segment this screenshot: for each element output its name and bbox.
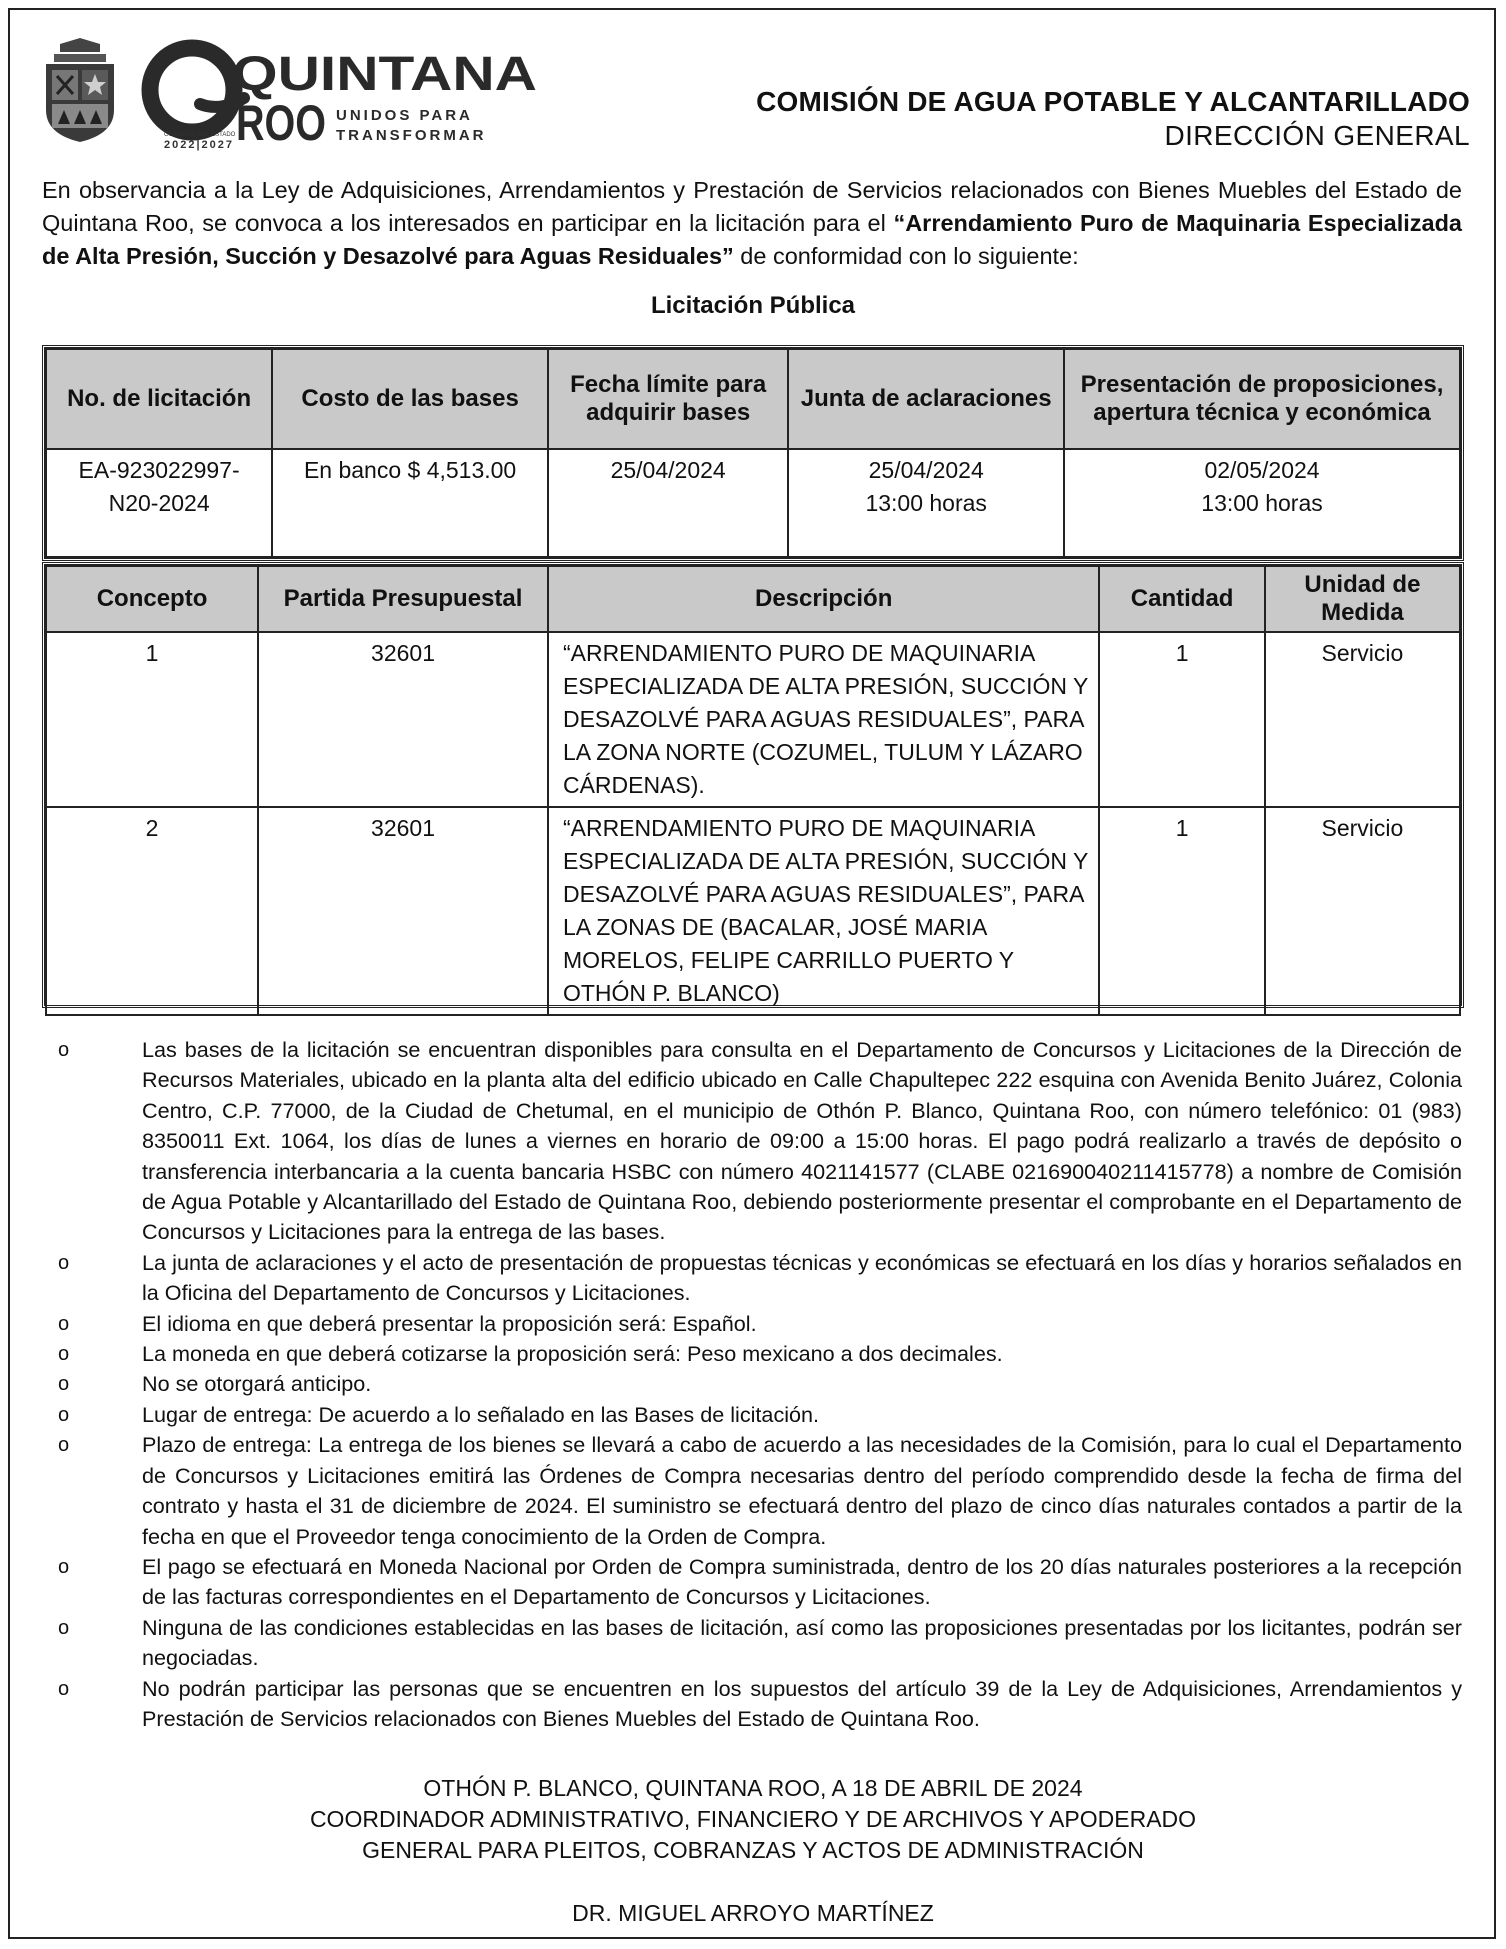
bullet-marker: o (58, 1312, 70, 1335)
bullet-marker: o (58, 1434, 70, 1457)
bullet-marker: o (58, 1616, 70, 1639)
list-item-text: Lugar de entrega: De acuerdo a lo señalado en las Bases de licitación. (142, 1401, 820, 1427)
logo-word-roo: ROO (236, 95, 326, 151)
header (40, 30, 1470, 165)
list-item (42, 1369, 1462, 1399)
bullet-marker: o (58, 1039, 70, 1061)
cell-junta-aclaraciones (788, 449, 1064, 557)
cell-fecha-limite: 25/04/2024 (548, 449, 788, 557)
bullet-marker: o (58, 1343, 70, 1366)
cell-costo-bases: En banco $ 4,513.00 (272, 449, 548, 557)
list-item (42, 1400, 1462, 1430)
list-item (42, 1248, 1462, 1309)
presentacion-hora: 13:00 horas (1201, 490, 1323, 516)
state-seal-icon (40, 38, 120, 143)
list-item-text: El idioma en que deberá presentar la proposición será: Español. (142, 1310, 757, 1336)
table-row (46, 632, 1460, 807)
header-unidad: Unidad de Medida (1265, 566, 1460, 632)
list-item-text: La junta de aclaraciones y el acto de presentación de propuestas técnicas y económicas se efectuará en los días y horarios señalados en la Oficina del Departamento de Concursos y Licitaciones. (142, 1249, 1462, 1306)
cell-concepto: 2 (46, 807, 258, 1015)
bullet-marker: o (58, 1373, 70, 1396)
list-item-text: El pago se efectuará en Moneda Nacional por Orden de Compra suministrada, dentro de los 20 días naturales posteriores a la recepción de las facturas correspondientes en el Departamento de Concursos y Licitaciones. (142, 1553, 1462, 1610)
header-presentacion: Presentación de proposiciones, apertura técnica y económica (1064, 349, 1460, 449)
list-item (42, 1430, 1462, 1552)
intro-paragraph (42, 174, 1462, 273)
intro-text-start: En observancia a la Ley de Adquisiciones, Arrendamientos y Prestación de Servicios relacionados con Bienes Muebles del Estado de Quintana Roo, se convoca a los interesados en participar en la licitación para el (42, 177, 1462, 236)
header-costo-bases: Costo de las bases (272, 349, 548, 449)
list-item-text: Plazo de entrega: La entrega de los bienes se llevará a cabo de acuerdo a las necesidades de la Comisión, para lo cual el Departamento de Concursos y Licitaciones emitirá las Órdenes de Compra necesarias dentro del período comprendido desde la fecha de firma del contrato y hasta el 31 de diciembre de 2024. El suministro se efectuará dentro del plazo de cinco días naturales contados a partir de la fecha en que el Proveedor tenga conocimiento de la Orden de Compra. (142, 1432, 1462, 1549)
table-row (46, 449, 1460, 557)
signer-name: DR. MIGUEL ARROYO MARTÍNEZ (572, 1900, 934, 1926)
items-table (42, 562, 1464, 1008)
list-item-text: La moneda en que deberá cotizarse la proposición será: Peso mexicano a dos decimales. (142, 1341, 1003, 1367)
table-row (46, 807, 1460, 1015)
presentacion-fecha: 02/05/2024 (1204, 457, 1320, 483)
list-item (42, 1552, 1462, 1613)
cell-descripcion: “ARRENDAMIENTO PURO DE MAQUINARIA ESPECIALIZADA DE ALTA PRESIÓN, SUCCIÓN Y DESAZOLVÉ PARA AGUAS RESIDUALES”, PARA LA ZONAS DE (BACALAR, JOSÉ MARIA MORELOS, FELIPE CARRILLO PUERTO Y OTHÓN P. BLANCO) (548, 807, 1099, 1015)
list-item-text: Ninguna de las condiciones establecidas en las bases de licitación, así como las proposiciones presentadas por los licitantes, podrán ser negociadas. (142, 1614, 1462, 1671)
logo-small-text: GOBIERNO DEL ESTADO (164, 132, 236, 138)
bullet-marker: o (58, 1677, 70, 1700)
logo-tagline-2: TRANSFORMAR (336, 127, 487, 144)
header-cantidad: Cantidad (1099, 566, 1264, 632)
header-no-licitacion: No. de licitación (46, 349, 272, 449)
header-concepto: Concepto (46, 566, 258, 632)
place-date: OTHÓN P. BLANCO, QUINTANA ROO, A 18 DE ABRIL DE 2024 (423, 1775, 1083, 1801)
cell-unidad: Servicio (1265, 807, 1460, 1015)
intro-text-end: de conformidad con lo siguiente: (733, 243, 1079, 269)
cell-partida: 32601 (258, 632, 548, 807)
list-item (42, 1613, 1462, 1674)
intro-text-bold: “Arrendamiento Puro de Maquinaria Especializada de Alta Presión, Succión y Desazolvé para Aguas Residuales” (42, 210, 1463, 269)
bullet-marker: o (58, 1555, 70, 1578)
organization-name: COMISIÓN DE AGUA POTABLE Y ALCANTARILLADO (756, 86, 1470, 117)
list-item-text: No podrán participar las personas que se encuentren en los supuestos del artículo 39 de la Ley de Adquisiciones, Arrendamientos y Prestación de Servicios relacionados con Bienes Muebles del Estado de Quintana Roo. (142, 1675, 1462, 1731)
cell-concepto: 1 (46, 632, 258, 807)
logo-word-quintana: QUINTANA (232, 48, 537, 101)
organization-block (756, 86, 1470, 152)
quintana-roo-logo (140, 30, 540, 160)
logo-years: 2022|2027 (164, 139, 235, 151)
bidding-info-table (42, 345, 1464, 561)
section-title: Licitación Pública (650, 292, 856, 319)
cell-presentacion (1064, 449, 1460, 557)
cell-unidad: Servicio (1265, 632, 1460, 807)
signature-block (0, 1773, 1506, 1866)
bullet-marker: o (58, 1251, 70, 1274)
cell-numero-licitacion: EA-923022997-N20-2024 (46, 449, 272, 557)
list-item (42, 1309, 1462, 1339)
cell-partida: 32601 (258, 807, 548, 1015)
conditions-list (42, 1035, 1462, 1734)
list-item (42, 1339, 1462, 1369)
cell-cantidad: 1 (1099, 632, 1264, 807)
header-partida: Partida Presupuestal (258, 566, 548, 632)
bullet-marker: o (58, 1403, 70, 1426)
header-fecha-limite: Fecha límite para adquirir bases (548, 349, 788, 449)
list-item-text: Las bases de la licitación se encuentran disponibles para consulta en el Departamento de Concursos y Licitaciones de la Dirección de Recursos Materiales, ubicado en la planta alta del edificio ubicado en Calle Chapultepec 222 esquina con Avenida Benito Juárez, Colonia Centro, C.P. 77000, de la Ciudad de Chetumal, en el municipio de Othón P. Blanco, Quintana Roo, con número telefónico: 01 (983) 8350011 Ext. 1064, los días de lunes a viernes en horario de 09:00 a 15:00 horas. El pago podrá realizarlo a través de depósito o transferencia interbancaria a la cuenta bancaria HSBC con número 4021141577 (CLABE 021690040211415778) a nombre de Comisión de Agua Potable y Alcantarillado del Estado de Quintana Roo, debiendo posteriormente presentar el comprobante en el Departamento de Concursos y Licitaciones para la entrega de las bases. (142, 1037, 1462, 1245)
cell-descripcion: “ARRENDAMIENTO PURO DE MAQUINARIA ESPECIALIZADA DE ALTA PRESIÓN, SUCCIÓN Y DESAZOLVÉ PARA AGUAS RESIDUALES”, PARA LA ZONA NORTE (COZUMEL, TULUM Y LÁZARO CÁRDENAS). (548, 632, 1099, 807)
organization-department: DIRECCIÓN GENERAL (1164, 120, 1470, 151)
junta-hora: 13:00 horas (865, 490, 987, 516)
header-junta-aclaraciones: Junta de aclaraciones (788, 349, 1064, 449)
logo-tagline-1: UNIDOS PARA (336, 107, 473, 124)
header-descripcion: Descripción (548, 566, 1099, 632)
cell-cantidad: 1 (1099, 807, 1264, 1015)
list-item (42, 1674, 1462, 1735)
junta-fecha: 25/04/2024 (868, 457, 984, 483)
list-item (42, 1035, 1462, 1248)
signer-role-line-1: COORDINADOR ADMINISTRATIVO, FINANCIERO Y DE ARCHIVOS Y APODERADO (309, 1806, 1197, 1832)
list-item-text: No se otorgará anticipo. (142, 1371, 372, 1397)
signer-role-line-2: GENERAL PARA PLEITOS, COBRANZAS Y ACTOS DE ADMINISTRACIÓN (362, 1837, 1144, 1863)
